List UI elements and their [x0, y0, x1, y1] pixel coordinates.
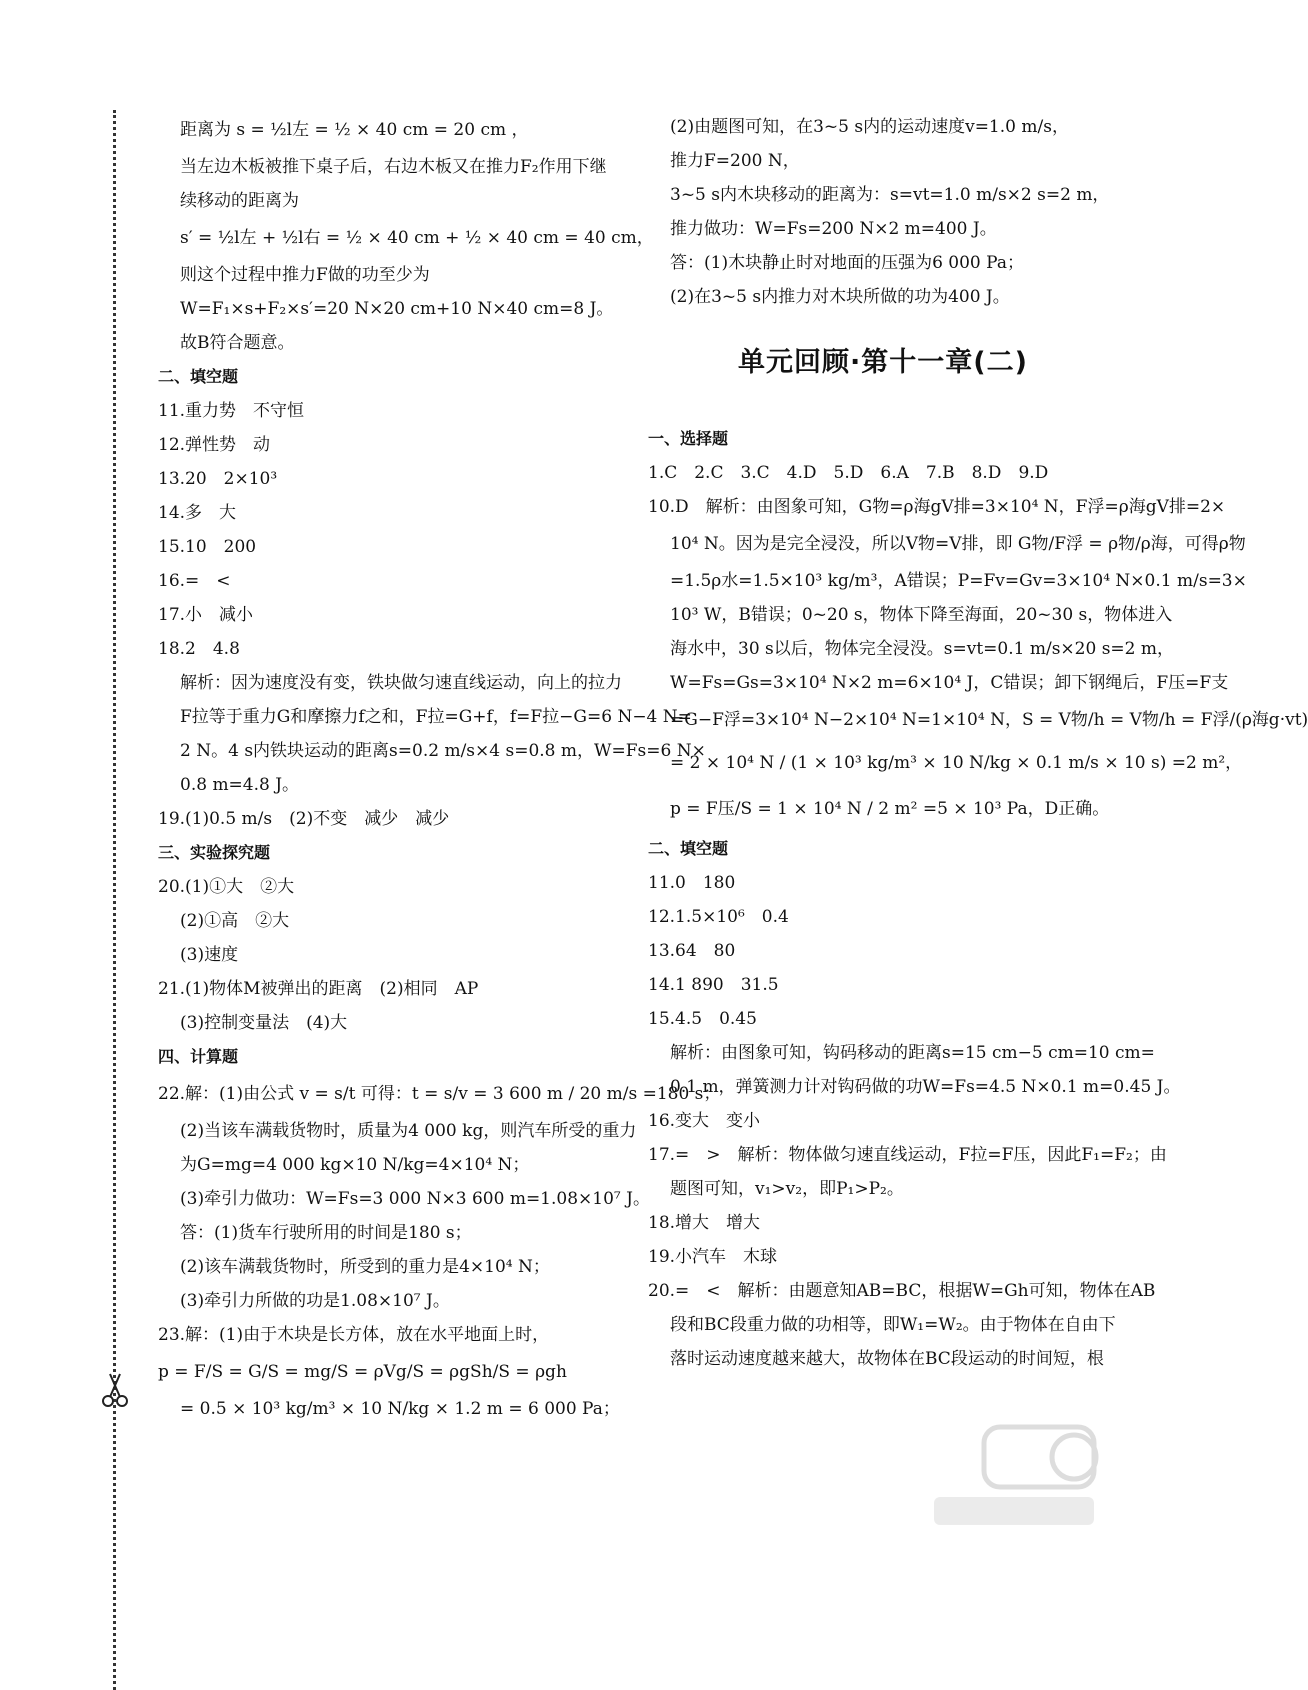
explanation-line: =1.5ρ水=1.5×10³ kg/m³，A错误；P=Fv=Gv=3×10⁴ N×0.1 m/s=3×: [670, 571, 1247, 591]
right-column-bottom: [648, 422, 1308, 1376]
chapter-title: 单元回顾·第十一章(二): [738, 347, 1028, 378]
answer-line: 19.(1)0.5 m/s (2)不变 减少 减少: [158, 809, 450, 829]
answer-line: 15.10 200: [158, 537, 257, 557]
explanation-line: 2 N。4 s内铁块运动的距离s=0.2 m/s×4 s=0.8 m，W=Fs=6 N×: [180, 741, 706, 761]
text-line: W=F₁×s+F₂×s′=20 N×20 cm+10 N×40 cm=8 J。: [180, 299, 614, 319]
explanation-line: 解析：因为速度没有变，铁块做匀速直线运动，向上的拉力: [180, 673, 622, 693]
answer-line: 21.(1)物体M被弹出的距离 (2)相同 AP: [158, 979, 479, 999]
answer-line: (2)该车满载货物时，所受到的重力是4×10⁴ N；: [180, 1257, 550, 1277]
watermark-logo: [924, 1422, 1104, 1532]
answer-line: 11.0 180: [648, 873, 736, 893]
explanation-line: 0.1 m，弹簧测力计对钩码做的功W=Fs=4.5 N×0.1 m=0.45 J。: [670, 1077, 1181, 1097]
explanation-line: 解析：由图象可知，钩码移动的距离s=15 cm−5 cm=10 cm=: [670, 1043, 1155, 1063]
answer-line: 为G=mg=4 000 kg×10 N/kg=4×10⁴ N；: [180, 1155, 530, 1175]
answer-line: 13.20 2×10³: [158, 469, 278, 489]
answer-line: 20.(1)①大 ②大: [158, 877, 295, 897]
formula-line: p = F压/S = 1 × 10⁴ N / 2 m² =5 × 10³ Pa，D正确。: [670, 799, 1110, 819]
answer-line: 3~5 s内木块移动的距离为：s=vt=1.0 m/s×2 s=2 m，: [670, 185, 1110, 205]
answer-line: 15.4.5 0.45: [648, 1009, 757, 1029]
section-heading: 三、实验探究题: [158, 843, 271, 862]
answer-line: 16.变大 变小: [648, 1111, 761, 1131]
explanation-line: 10.D 解析：由图象可知，G物=ρ海gV排=3×10⁴ N，F浮=ρ海gV排=2×: [648, 497, 1226, 517]
section-heading: 一、选择题: [648, 429, 729, 448]
answer-line: 12.弹性势 动: [158, 435, 271, 455]
section-heading: 二、填空题: [648, 839, 729, 858]
answer-line: 11.重力势 不守恒: [158, 401, 305, 421]
answer-line: (3)牵引力做功：W=Fs=3 000 N×3 600 m=1.08×10⁷ J。: [180, 1189, 650, 1209]
answer-line: 12.1.5×10⁶ 0.4: [648, 907, 789, 927]
explanation-line: W=Fs=Gs=3×10⁴ N×2 m=6×10⁴ J，C错误；卸下钢绳后，F压=F支: [670, 673, 1229, 693]
section-heading: 四、计算题: [158, 1047, 239, 1066]
explanation-line: 段和BC段重力做的功相等，即W₁=W₂。由于物体在自由下: [670, 1315, 1116, 1335]
explanation-line: 10³ W，B错误；0~20 s，物体下降至海面，20~30 s，物体进入: [670, 605, 1173, 625]
answer-line: (3)速度: [180, 945, 239, 965]
answer-line: 19.小汽车 木球: [648, 1247, 778, 1267]
answer-line: (3)牵引力所做的功是1.08×10⁷ J。: [180, 1291, 450, 1311]
answer-line: (2)当该车满载货物时，质量为4 000 kg，则汽车所受的重力: [180, 1121, 637, 1141]
answer-line: (2)①高 ②大: [180, 911, 290, 931]
cut-line: [113, 110, 116, 1690]
text-line: 故B符合题意。: [180, 333, 295, 353]
answer-line: 17.小 减小: [158, 605, 254, 625]
formula-line: = 0.5 × 10³ kg/m³ × 10 N/kg × 1.2 m = 6 000 Pa；: [180, 1399, 620, 1419]
text-line: 当左边木板被推下桌子后，右边木板又在推力F₂作用下继: [180, 157, 607, 177]
answer-line: 18.2 4.8: [158, 639, 240, 659]
text-line: 则这个过程中推力F做的功至少为: [180, 265, 430, 285]
explanation-line: 题图可知，v₁>v₂，即P₁>P₂。: [670, 1179, 904, 1199]
answer-line: 18.增大 增大: [648, 1213, 761, 1233]
answer-line: 14.1 890 31.5: [648, 975, 779, 995]
text-line: 距离为 s = ½l左 = ½ × 40 cm = 20 cm ，: [180, 120, 529, 140]
section-heading: 二、填空题: [158, 367, 239, 386]
explanation-line: 0.8 m=4.8 J。: [180, 775, 300, 795]
answer-line: (2)由题图可知，在3~5 s内的运动速度v=1.0 m/s，: [670, 117, 1069, 137]
answer-line: 推力F=200 N，: [670, 151, 800, 171]
answer-line: 答：(1)木块静止时对地面的压强为6 000 Pa；: [670, 253, 1024, 273]
text-line: s′ = ½l左 + ½l右 = ½ × 40 cm + ½ × 40 cm = 40 cm，: [180, 228, 654, 248]
explanation-line: 海水中，30 s以后，物体完全浸没。s=vt=0.1 m/s×20 s=2 m，: [670, 639, 1175, 659]
answer-line: 1.C 2.C 3.C 4.D 5.D 6.A 7.B 8.D 9.D: [648, 463, 1049, 483]
scissors-icon: [100, 1372, 130, 1408]
answer-line: 22.解：(1)由公式 v = s/t 可得：t = s/v = 3 600 m / 20 m/s =180 s；: [158, 1084, 721, 1104]
answer-line: 23.解：(1)由于木块是长方体，放在水平地面上时，: [158, 1325, 550, 1345]
answer-line: 13.64 80: [648, 941, 736, 961]
answer-line: 20.= < 解析：由题意知AB=BC，根据W=Gh可知，物体在AB: [648, 1281, 1156, 1301]
answer-line: (2)在3~5 s内推力对木块所做的功为400 J。: [670, 287, 1010, 307]
text-line: 续移动的距离为: [180, 191, 299, 211]
answer-line: 答：(1)货车行驶所用的时间是180 s；: [180, 1223, 472, 1243]
formula-line: = 2 × 10⁴ N / (1 × 10³ kg/m³ × 10 N/kg × 0.1 m/s × 10 s) =2 m²，: [670, 753, 1243, 773]
explanation-line: 落时运动速度越来越大，故物体在BC段运动的时间短，根: [670, 1349, 1104, 1369]
answer-line: 推力做功：W=Fs=200 N×2 m=400 J。: [670, 219, 997, 239]
answer-line: 16.= <: [158, 571, 231, 591]
right-column-top: [648, 110, 1110, 314]
answer-line: 14.多 大: [158, 503, 237, 523]
answer-line: (3)控制变量法 (4)大: [180, 1013, 348, 1033]
explanation-line: =G−F浮=3×10⁴ N−2×10⁴ N=1×10⁴ N，S = V物/h = V物/h = F浮/(ρ海g·vt): [670, 710, 1308, 730]
explanation-line: 10⁴ N。因为是完全浸没，所以V物=V排，即 G物/F浮 = ρ物/ρ海，可得ρ物: [670, 534, 1246, 554]
answer-line: 17.= > 解析：物体做匀速直线运动，F拉=F压，因此F₁=F₂；由: [648, 1145, 1167, 1165]
explanation-line: F拉等于重力G和摩擦力f之和，F拉=G+f，f=F拉−G=6 N−4 N=: [180, 707, 692, 727]
formula-line: p = F/S = G/S = mg/S = ρVg/S = ρgSh/S = ρgh: [158, 1362, 567, 1382]
